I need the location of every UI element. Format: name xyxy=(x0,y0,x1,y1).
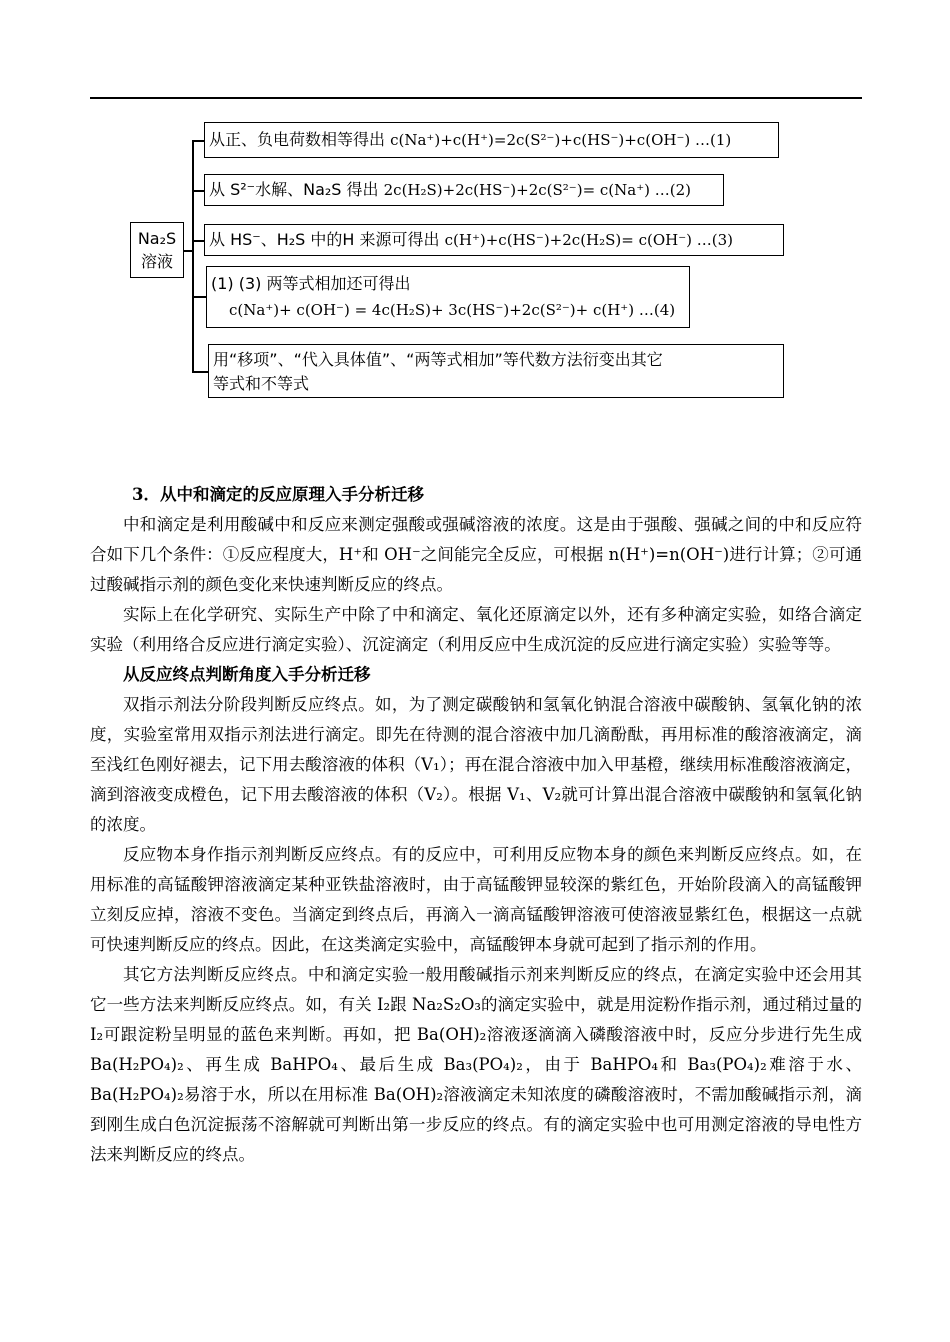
diagram-box-combined xyxy=(206,266,690,328)
section-3-paragraph-1: 中和滴定是利用酸碱中和反应来测定强酸或强碱溶液的浓度。这是由于强酸、强碱之间的中和反应符合如下几个条件：①反应程度大，H⁺和 OH⁻之间能完全反应，可根据 n(H⁺)=n(OH⁻)进行计算；②可通过酸碱指示剂的颜色变化来快速判断反应的终点。 xyxy=(90,515,862,594)
diagram-box-proton-balance xyxy=(204,224,784,256)
box4-formula: c(Na⁺)+ c(OH⁻) = 4c(H₂S)+ 3c(HS⁻)+2c(S²⁻)+ c(H⁺) …(4) xyxy=(229,301,676,319)
box5-line1: 用“移项”、“代入具体值”、“两等式相加”等代数方法衍变出其它 xyxy=(213,350,663,369)
diagram-box-algebra xyxy=(208,344,784,398)
diagram-branch-5 xyxy=(192,371,208,373)
root-label-line1: Na₂S xyxy=(137,229,177,248)
article-body xyxy=(90,480,862,1170)
diagram-branch-2 xyxy=(192,190,204,192)
diagram-root-box xyxy=(130,222,184,278)
section-3-paragraph-2: 实际上在化学研究、实际生产中除了中和滴定、氧化还原滴定以外，还有多种滴定实验，如络合滴定实验（利用络合反应进行滴定实验）、沉淀滴定（利用反应中生成沉淀的反应进行滴定实验）实验等等。 xyxy=(90,605,862,654)
diagram-trunk xyxy=(192,140,194,372)
diagram-box-charge-balance xyxy=(204,122,779,158)
box2-text: 从 S²⁻水解、Na₂S 得出 xyxy=(209,180,379,199)
box5-line2: 等式和不等式 xyxy=(213,374,310,393)
endpoint-paragraph-3: 其它方法判断反应终点。中和滴定实验一般用酸碱指示剂来判断反应的终点，在滴定实验中还会用其它一些方法来判断反应终点。如，有关 I₂跟 Na₂S₂O₃的滴定实验中，就是用淀粉作指示剂，通过稍过量的 I₂可跟淀粉呈明显的蓝色来判断。再如，把 Ba(OH)₂溶液逐滴滴入磷酸溶液中时，反应分步进行先生成 Ba(H₂PO₄)₂、再生成 BaHPO₄、最后生成 Ba₃(PO₄)₂，由于 BaHPO₄和 Ba₃(PO₄)₂难溶于水、Ba(H₂PO₄)₂易溶于水，所以在用标准 Ba(OH)₂溶液滴定未知浓度的磷酸溶液时，不需加酸碱指示剂，滴到刚生成白色沉淀振荡不溶解就可判断出第一步反应的终点。有的滴定实验中也可用测定溶液的导电性方法来判断反应的终点。 xyxy=(90,965,862,1164)
diagram-root-connector xyxy=(184,250,193,252)
box2-formula: 2c(H₂S)+2c(HS⁻)+2c(S²⁻)= c(Na⁺) …(2) xyxy=(383,181,692,199)
diagram-branch-3 xyxy=(192,240,204,242)
box1-formula: c(Na⁺)+c(H⁺)=2c(S²⁻)+c(HS⁻)+c(OH⁻) …(1) xyxy=(390,131,732,149)
diagram-branch-1 xyxy=(192,140,204,142)
endpoint-heading: 从反应终点判断角度入手分析迁移 xyxy=(123,665,371,684)
na2s-diagram xyxy=(0,0,950,420)
root-label-line2: 溶液 xyxy=(140,252,173,271)
endpoint-paragraph-1: 双指示剂法分阶段判断反应终点。如，为了测定碳酸钠和氢氧化钠混合溶液中碳酸钠、氢氧化钠的浓度，实验室常用双指示剂法进行滴定。即先在待测的混合溶液中加几滴酚酞，再用标准的酸溶液滴定，滴至浅红色刚好褪去，记下用去酸溶液的体积（V₁）；再在混合溶液中加入甲基橙，继续用标准酸溶液滴定，滴到溶液变成橙色，记下用去酸溶液的体积（V₂）。根据 V₁、V₂就可计算出混合溶液中碳酸钠和氢氧化钠的浓度。 xyxy=(90,695,862,834)
box1-text: 从正、负电荷数相等得出 xyxy=(209,130,386,149)
diagram-branch-4 xyxy=(192,296,206,298)
box3-formula: c(H⁺)+c(HS⁻)+2c(H₂S)= c(OH⁻) …(3) xyxy=(444,231,734,249)
box3-text: 从 HS⁻、H₂S 中的H 来源可得出 xyxy=(209,230,440,249)
diagram-box-material-balance xyxy=(204,174,724,206)
box4-line1: (1) (3) 两等式相加还可得出 xyxy=(211,274,411,293)
section-3-heading: 3．从中和滴定的反应原理入手分析迁移 xyxy=(132,485,424,504)
endpoint-paragraph-2: 反应物本身作指示剂判断反应终点。有的反应中，可利用反应物本身的颜色来判断反应终点。如，在用标准的高锰酸钾溶液滴定某种亚铁盐溶液时，由于高锰酸钾显较深的紫红色，开始阶段滴入的高锰酸钾立刻反应掉，溶液不变色。当滴定到终点后，再滴入一滴高锰酸钾溶液可使溶液显紫红色，根据这一点就可快速判断反应的终点。因此，在这类滴定实验中，高锰酸钾本身就可起到了指示剂的作用。 xyxy=(90,845,862,954)
